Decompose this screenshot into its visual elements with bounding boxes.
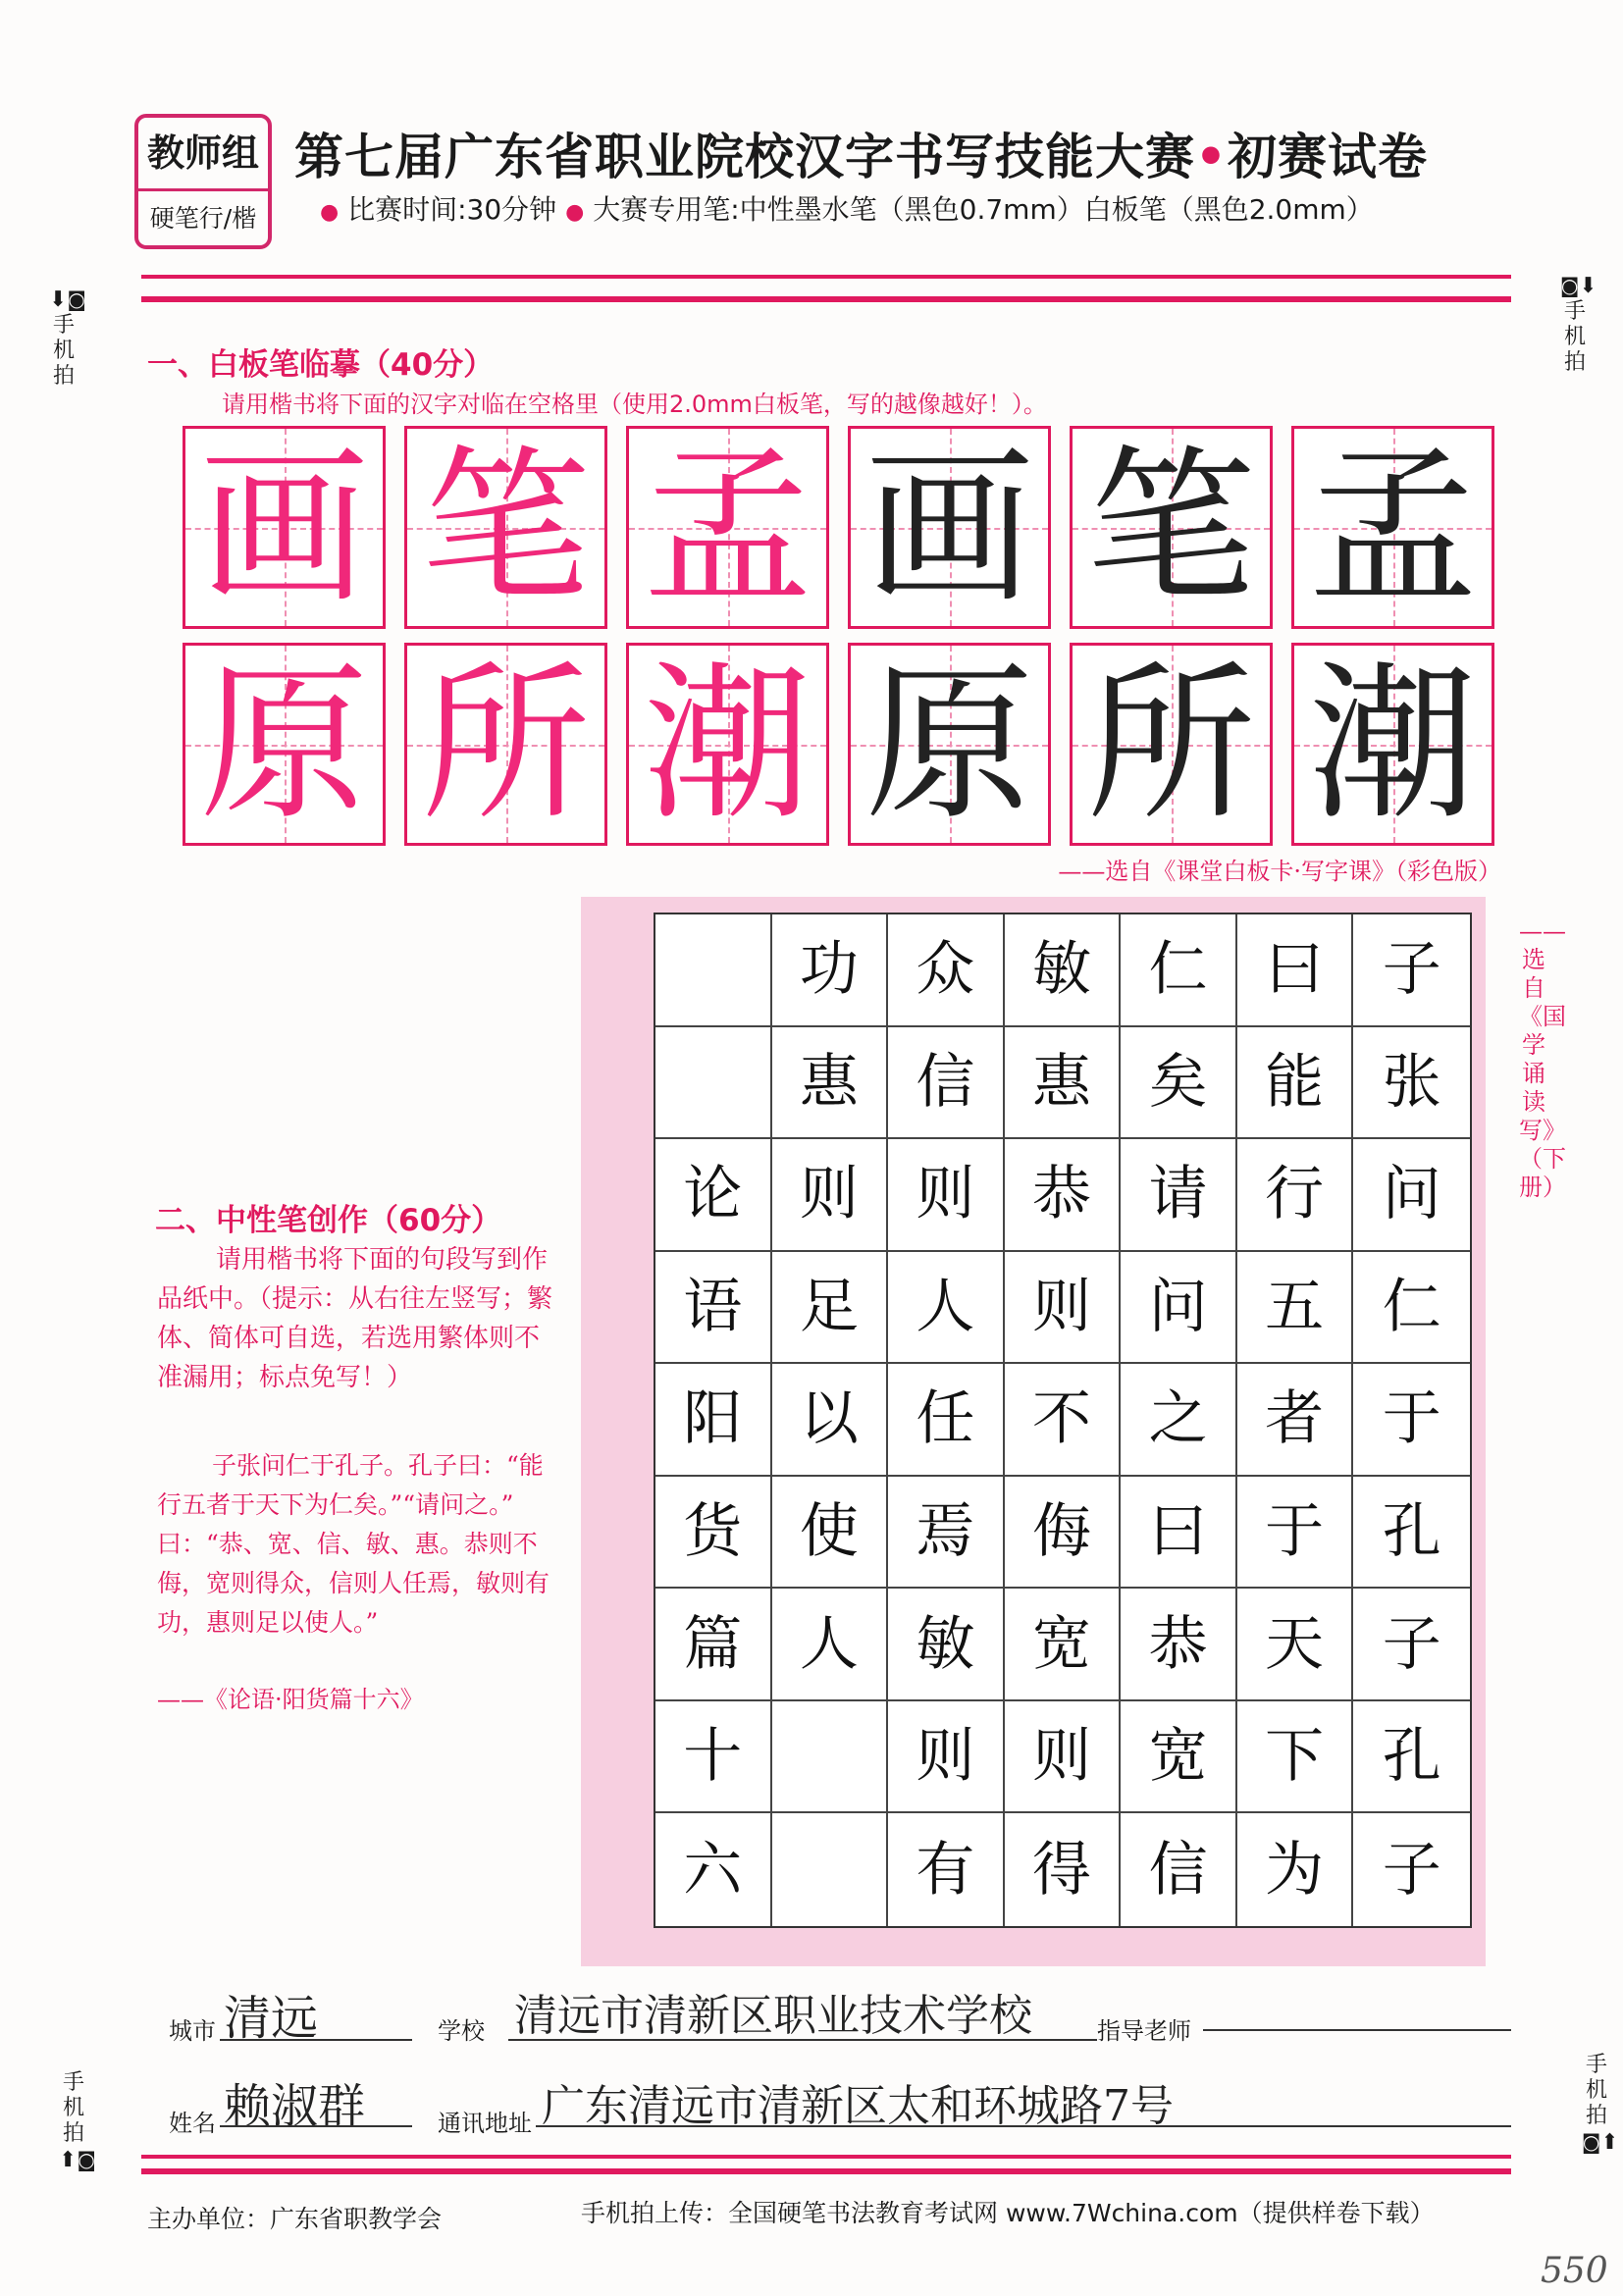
model-char: 潮 — [643, 645, 812, 843]
model-cell — [404, 426, 607, 629]
city-label: 城市 — [169, 2017, 216, 2045]
model-char: 孟 — [643, 428, 812, 626]
address-label: 通讯地址 — [438, 2110, 532, 2137]
model-cell — [404, 643, 607, 846]
model-char: 所 — [421, 645, 591, 843]
section1-title: 一、白板笔临摹（40分） — [147, 347, 495, 383]
group-sub-label: 硬笔行/楷 — [149, 204, 257, 233]
model-cell — [626, 643, 829, 846]
city-value[interactable]: 清远 — [224, 1991, 319, 2046]
side-note-top-left — [49, 287, 86, 390]
grid-cell[interactable]: 则 — [1005, 1252, 1122, 1365]
arrow-up-icon: ⬆ — [59, 2148, 78, 2172]
writing-cell[interactable] — [1291, 643, 1494, 846]
header-divider — [141, 275, 1511, 279]
grid-cell[interactable]: 能 — [1237, 1027, 1354, 1140]
grid-cell[interactable]: 于 — [1237, 1477, 1354, 1590]
camera-icon: ◙ — [67, 287, 86, 311]
grid-cell[interactable]: 孔 — [1353, 1701, 1470, 1814]
exam-title-main: 第七届广东省职业院校汉字书写技能大赛 — [294, 129, 1195, 185]
bullet-icon: ● — [320, 200, 340, 225]
grid-cell[interactable]: 问 — [1353, 1139, 1470, 1252]
grid-cell[interactable]: 得 — [1005, 1813, 1122, 1926]
model-cell — [183, 643, 386, 846]
grid-cell[interactable]: 论 — [655, 1139, 772, 1252]
grid-cell[interactable]: 则 — [1005, 1701, 1122, 1814]
side-note-bottom-left — [59, 2070, 96, 2173]
bullet-icon: ● — [565, 200, 585, 225]
side-note-bottom-right — [1582, 2053, 1619, 2156]
written-char: 笔 — [1086, 428, 1256, 626]
section2-source: ——选自《国学诵读写》（下册） — [1519, 917, 1566, 1201]
arrow-down-icon: ⬇ — [1579, 274, 1597, 298]
side-note-text: 手机拍 — [62, 2070, 84, 2146]
section1-source: ——选自《课堂白板卡·写字课》（彩色版） — [1058, 858, 1501, 885]
grid-cell[interactable]: 孔 — [1353, 1477, 1470, 1590]
page-number: 550 — [1541, 2251, 1608, 2291]
header-divider-thick — [141, 296, 1511, 302]
grid-cell[interactable]: 货 — [655, 1477, 772, 1590]
section2-instruction: 请用楷书将下面的句段写到作品纸中。（提示：从右往左竖写；繁体、简体可自选，若选用繁体则不准漏用；标点免写！） — [157, 1245, 553, 1392]
grid-cell[interactable] — [655, 914, 772, 1027]
footer-divider-thick — [141, 2168, 1511, 2174]
address-line — [536, 2125, 1511, 2127]
side-note-text: 手机拍 — [52, 313, 75, 389]
grid-cell[interactable]: 则 — [888, 1139, 1005, 1252]
side-note-top-right — [1560, 273, 1597, 376]
grid-cell[interactable]: 曰 — [1237, 914, 1354, 1027]
section2-title: 二、中性笔创作（60分） — [155, 1203, 502, 1238]
grid-cell[interactable]: 五 — [1237, 1252, 1354, 1365]
grid-cell[interactable]: 阳 — [655, 1364, 772, 1477]
name-value[interactable]: 赖淑群 — [224, 2079, 366, 2134]
grid-cell[interactable]: 则 — [772, 1139, 889, 1252]
exam-info — [320, 188, 1374, 228]
grid-cell[interactable]: 人 — [888, 1252, 1005, 1365]
group-label: 教师组 — [138, 118, 268, 191]
grid-cell[interactable]: 十 — [655, 1701, 772, 1814]
grid-cell[interactable]: 子 — [1353, 914, 1470, 1027]
arrow-up-icon: ⬆ — [1600, 2130, 1619, 2155]
exam-time: 比赛时间:30分钟 — [347, 193, 557, 226]
grid-cell[interactable]: 行 — [1237, 1139, 1354, 1252]
grid-cell[interactable] — [772, 1813, 889, 1926]
model-char: 画 — [199, 428, 369, 626]
grid-cell[interactable]: 下 — [1237, 1701, 1354, 1814]
grid-cell[interactable]: 恭 — [1121, 1589, 1237, 1701]
written-char: 孟 — [1308, 428, 1478, 626]
name-label: 姓名 — [169, 2110, 216, 2137]
grid-cell[interactable]: 足 — [772, 1252, 889, 1365]
grid-cell[interactable]: 问 — [1121, 1252, 1237, 1365]
grid-cell[interactable]: 为 — [1237, 1813, 1354, 1926]
section2-passage: 子张问仁于孔子。孔子曰：“能行五者于天下为仁矣。”“请问之。” 曰：“恭、宽、信、敏、惠。恭则不侮，宽则得众，信则人任焉，敏则有功，惠则足以使人。” — [157, 1451, 550, 1637]
grid-cell[interactable]: 人 — [772, 1589, 889, 1701]
grid-cell[interactable]: 以 — [772, 1364, 889, 1477]
city-line — [220, 2039, 412, 2041]
exam-pen: 大赛专用笔:中性墨水笔（黑色0.7mm）白板笔（黑色2.0mm） — [593, 193, 1374, 226]
grid-cell[interactable]: 语 — [655, 1252, 772, 1365]
grid-cell[interactable]: 者 — [1237, 1364, 1354, 1477]
footer-upload: 手机拍上传：全国硬笔书法教育考试网 www.7Wchina.com（提供样卷下载） — [581, 2199, 1435, 2227]
grid-cell[interactable]: 使 — [772, 1477, 889, 1590]
grid-cell[interactable]: 信 — [1121, 1813, 1237, 1926]
writing-cell[interactable] — [848, 643, 1051, 846]
grid-cell[interactable]: 有 — [888, 1813, 1005, 1926]
grid-cell[interactable]: 张 — [1353, 1027, 1470, 1140]
title-dot: • — [1195, 129, 1228, 185]
group-badge — [134, 114, 272, 249]
grid-cell[interactable]: 功 — [772, 914, 889, 1027]
model-cell — [183, 426, 386, 629]
grid-cell[interactable]: 任 — [888, 1364, 1005, 1477]
grid-cell[interactable]: 天 — [1237, 1589, 1354, 1701]
grid-cell[interactable]: 六 — [655, 1813, 772, 1926]
writing-cell[interactable] — [848, 426, 1051, 629]
grid-cell[interactable]: 众 — [888, 914, 1005, 1027]
writing-grid[interactable] — [654, 913, 1472, 1928]
grid-cell[interactable]: 焉 — [888, 1477, 1005, 1590]
grid-cell[interactable]: 仁 — [1353, 1252, 1470, 1365]
address-value[interactable]: 广东清远市清新区太和环城路7号 — [542, 2081, 1174, 2131]
name-line — [220, 2125, 412, 2127]
exam-title-sub: 初赛试卷 — [1227, 129, 1428, 185]
camera-icon: ◙ — [77, 2148, 96, 2171]
grid-cell[interactable]: 不 — [1005, 1364, 1122, 1477]
school-label: 学校 — [438, 2017, 485, 2045]
grid-cell[interactable]: 请 — [1121, 1139, 1237, 1252]
section1-instruction: 请用楷书将下面的汉字对临在空格里（使用2.0mm白板笔，写的越像越好！）。 — [222, 391, 1047, 418]
grid-cell[interactable]: 宽 — [1005, 1589, 1122, 1701]
grid-cell[interactable]: 侮 — [1005, 1477, 1122, 1590]
model-char: 原 — [199, 645, 369, 843]
grid-cell[interactable] — [655, 1027, 772, 1140]
grid-cell[interactable]: 子 — [1353, 1589, 1470, 1701]
teacher-label: 指导老师 — [1097, 2017, 1191, 2045]
side-note-text: 手机拍 — [1585, 2053, 1607, 2128]
grid-cell[interactable]: 信 — [888, 1027, 1005, 1140]
grid-cell[interactable]: 则 — [888, 1701, 1005, 1814]
grid-cell[interactable]: 宽 — [1121, 1701, 1237, 1814]
model-cell — [626, 426, 829, 629]
grid-cell[interactable]: 曰 — [1121, 1477, 1237, 1590]
writing-cell[interactable] — [1070, 426, 1273, 629]
grid-cell[interactable]: 篇 — [655, 1589, 772, 1701]
side-note-text: 手机拍 — [1563, 299, 1586, 375]
written-char: 画 — [864, 428, 1034, 626]
grid-cell[interactable]: 惠 — [772, 1027, 889, 1140]
tracing-grid — [183, 426, 1494, 846]
camera-icon: ◙ — [1582, 2130, 1601, 2154]
footer-divider — [141, 2155, 1511, 2159]
writing-cell[interactable] — [1070, 643, 1273, 846]
footer-organizer: 主办单位：广东省职教学会 — [147, 2205, 443, 2233]
grid-cell[interactable]: 子 — [1382, 1835, 1441, 1905]
exam-title — [294, 118, 1428, 188]
written-char: 原 — [864, 645, 1034, 843]
arrow-down-icon: ⬇ — [49, 287, 68, 312]
teacher-line — [1203, 2029, 1511, 2031]
school-line — [508, 2039, 1097, 2041]
grid-cell[interactable]: 惠 — [1005, 1027, 1122, 1140]
grid-cell[interactable]: 敏 — [888, 1589, 1005, 1701]
grid-cell[interactable]: 矣 — [1121, 1027, 1237, 1140]
school-value[interactable]: 清远市清新区职业技术学校 — [514, 1991, 1032, 2041]
grid-cell[interactable]: 恭 — [1005, 1139, 1122, 1252]
section2-citation: ——《论语·阳货篇十六》 — [157, 1686, 424, 1713]
grid-cell[interactable]: 仁 — [1121, 914, 1237, 1027]
model-char: 笔 — [421, 428, 591, 626]
grid-cell[interactable]: 敏 — [1005, 914, 1122, 1027]
grid-cell[interactable]: 之 — [1121, 1364, 1237, 1477]
writing-cell[interactable] — [1291, 426, 1494, 629]
grid-cell[interactable]: 于 — [1353, 1364, 1470, 1477]
written-char: 潮 — [1308, 645, 1478, 843]
camera-icon: ◙ — [1560, 274, 1580, 297]
grid-cell[interactable] — [772, 1701, 889, 1814]
written-char: 所 — [1086, 645, 1256, 843]
